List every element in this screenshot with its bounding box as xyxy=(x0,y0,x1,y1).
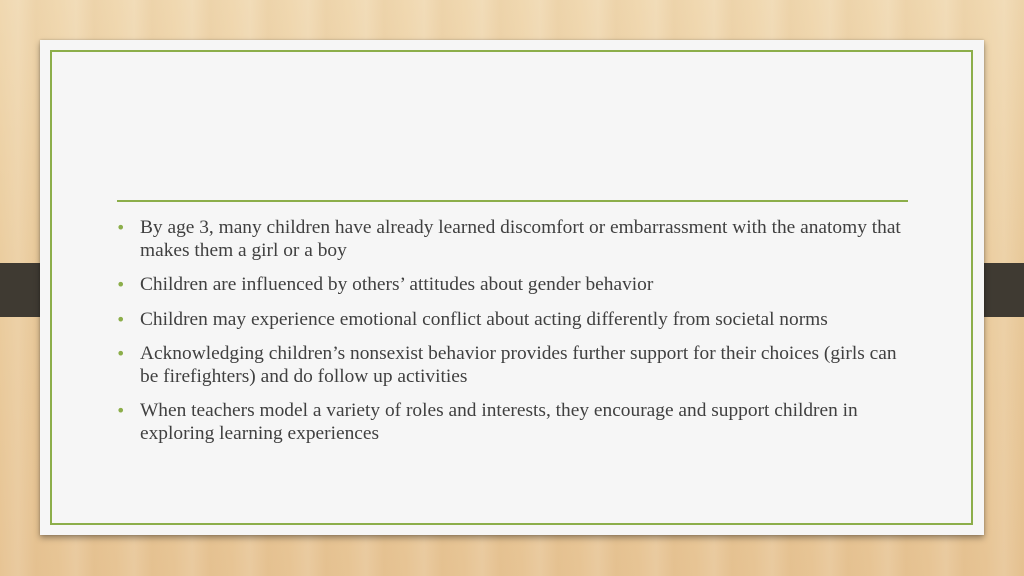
bullet-text: When teachers model a variety of roles and interests, they encourage and support children in exploring learning experiences xyxy=(140,400,858,444)
list-item xyxy=(116,309,916,332)
bullet-dot-icon: • xyxy=(116,218,126,237)
slide-card xyxy=(40,40,984,535)
list-item xyxy=(116,274,916,297)
title-divider-line xyxy=(117,200,908,202)
list-item xyxy=(116,217,916,262)
bullet-text: By age 3, many children have already learned discomfort or embarrassment with the anatomy that makes them a girl or a boy xyxy=(140,217,901,261)
list-item xyxy=(116,343,916,388)
bullet-text: Children are influenced by others’ attitudes about gender behavior xyxy=(140,274,654,295)
bullet-text: Children may experience emotional conflict about acting differently from societal norms xyxy=(140,308,828,330)
bullet-text: Acknowledging children’s nonsexist behavior provides further support for their choices (girls can be firefighters) and do follow up activities xyxy=(140,343,897,387)
bullet-dot-icon: • xyxy=(116,401,126,420)
bullet-dot-icon: • xyxy=(116,275,126,294)
bullet-dot-icon: • xyxy=(116,309,126,329)
bullet-list xyxy=(116,217,916,457)
list-item xyxy=(116,400,916,445)
bullet-dot-icon: • xyxy=(116,344,126,363)
